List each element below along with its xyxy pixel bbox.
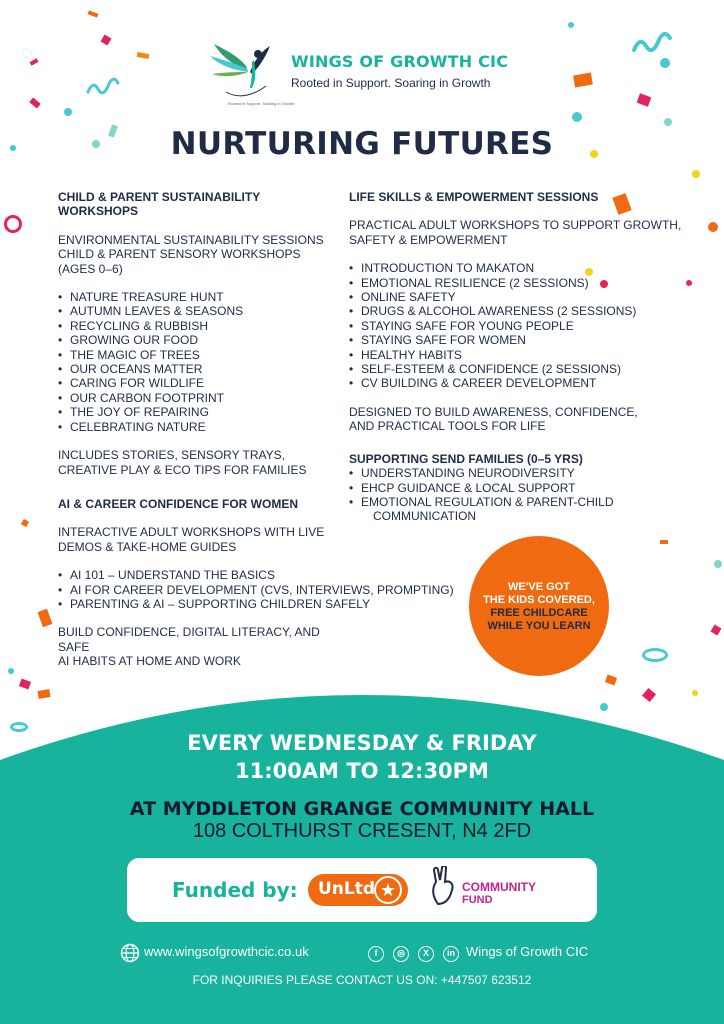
workshop-list bbox=[349, 466, 694, 509]
list-item: • GROWING OUR FOOD bbox=[58, 333, 348, 347]
schedule-days: EVERY WEDNESDAY & FRIDAY bbox=[187, 731, 537, 755]
community-fund-text: COMMUNITY bbox=[462, 880, 536, 894]
badge-line: FREE CHILDCARE bbox=[490, 607, 588, 619]
website-link[interactable]: www.wingsofgrowthcic.co.uk bbox=[144, 944, 309, 959]
linkedin-icon[interactable]: in bbox=[443, 946, 459, 962]
social-name: Wings of Growth CIC bbox=[466, 944, 589, 959]
section-outro: CREATIVE PLAY & ECO TIPS FOR FAMILIES bbox=[58, 462, 307, 477]
list-item: • HEALTHY HABITS bbox=[349, 348, 694, 362]
list-item: • THE JOY OF REPAIRING bbox=[58, 405, 348, 419]
section-heading: LIFE SKILLS & EMPOWERMENT SESSIONS bbox=[349, 190, 599, 204]
list-item: • CV BUILDING & CAREER DEVELOPMENT bbox=[349, 376, 694, 390]
childcare-badge-text bbox=[469, 581, 609, 633]
list-item: • THE MAGIC OF TREES bbox=[58, 348, 348, 362]
badge-line: WE'VE GOT bbox=[508, 581, 570, 593]
list-item: • EMOTIONAL REGULATION & PARENT-CHILD bbox=[349, 495, 694, 509]
page-title: NURTURING FUTURES bbox=[170, 126, 554, 162]
squiggle-decoration bbox=[84, 72, 124, 102]
schedule-time: 11:00AM TO 12:30PM bbox=[235, 759, 489, 783]
venue-address: 108 COLTHURST CRESENT, N4 2FD bbox=[192, 820, 532, 842]
right-column bbox=[349, 190, 694, 524]
list-item: • AUTUMN LEAVES & SEASONS bbox=[58, 304, 348, 318]
x-icon[interactable]: X bbox=[418, 946, 434, 962]
badge-line: THE KIDS COVERED, bbox=[483, 594, 595, 606]
contact-line: FOR INQUIRIES PLEASE CONTACT US ON: +447507 623512 bbox=[192, 973, 532, 987]
list-item: • OUR OCEANS MATTER bbox=[58, 362, 348, 376]
section-intro: SAFETY & EMPOWERMENT bbox=[349, 232, 508, 247]
list-item: • SELF-ESTEEM & CONFIDENCE (2 SESSIONS) bbox=[349, 362, 694, 376]
list-item: • UNDERSTANDING NEURODIVERSITY bbox=[349, 466, 694, 480]
section-intro: DEMOS & TAKE-HOME GUIDES bbox=[58, 539, 237, 554]
star-icon: ★ bbox=[374, 876, 402, 904]
list-item: • EMOTIONAL RESILIENCE (2 SESSIONS) bbox=[349, 276, 694, 290]
list-item: • RECYCLING & RUBBISH bbox=[58, 319, 348, 333]
squiggle-decoration bbox=[630, 20, 680, 60]
instagram-icon[interactable]: ◎ bbox=[393, 946, 409, 962]
org-tagline: Rooted in Support. Soaring in Growth bbox=[291, 76, 491, 90]
badge-line: WHILE YOU LEARN bbox=[487, 620, 591, 632]
logo-wings-icon bbox=[208, 36, 280, 106]
section-heading: AI & CAREER CONFIDENCE FOR WOMEN bbox=[58, 496, 298, 511]
facebook-icon[interactable]: f bbox=[368, 946, 384, 962]
list-item: • CARING FOR WILDLIFE bbox=[58, 376, 348, 390]
logo-subtext: Rooted in Support. Soaring in Growth bbox=[228, 101, 295, 106]
list-item: • OUR CARBON FOOTPRINT bbox=[58, 391, 348, 405]
section-intro: CHILD & PARENT SENSORY WORKSHOPS bbox=[58, 247, 301, 262]
list-item: • PARENTING & AI – SUPPORTING CHILDREN SAFELY bbox=[58, 597, 458, 611]
workshop-list bbox=[58, 290, 348, 434]
list-item: • DRUGS & ALCOHOL AWARENESS (2 SESSIONS) bbox=[349, 304, 694, 318]
section-heading: CHILD & PARENT SUSTAINABILITY bbox=[58, 190, 261, 204]
funded-label: Funded by: bbox=[172, 878, 298, 902]
community-fund-text: FUND bbox=[462, 894, 493, 906]
list-item: • AI FOR CAREER DEVELOPMENT (CVS, INTERVIEWS, PROMPTING) bbox=[58, 583, 458, 597]
section-intro: INTERACTIVE ADULT WORKSHOPS WITH LIVE bbox=[58, 525, 325, 540]
list-item: • NATURE TREASURE HUNT bbox=[58, 290, 348, 304]
hand-icon bbox=[428, 866, 458, 906]
list-item: • STAYING SAFE FOR YOUNG PEOPLE bbox=[349, 319, 694, 333]
list-item: • INTRODUCTION TO MAKATON bbox=[349, 261, 694, 275]
list-item: • EHCP GUIDANCE & LOCAL SUPPORT bbox=[349, 481, 694, 495]
section-outro: BUILD CONFIDENCE, DIGITAL LITERACY, AND SAFE bbox=[58, 625, 320, 654]
section-outro: AND PRACTICAL TOOLS FOR LIFE bbox=[349, 419, 546, 434]
globe-icon bbox=[120, 943, 140, 963]
section-outro: DESIGNED TO BUILD AWARENESS, CONFIDENCE, bbox=[349, 404, 638, 419]
section-outro: AI HABITS AT HOME AND WORK bbox=[58, 654, 241, 669]
list-item: • ONLINE SAFETY bbox=[349, 290, 694, 304]
venue-name: AT MYDDLETON GRANGE COMMUNITY HALL bbox=[129, 798, 595, 820]
section-heading: SUPPORTING SEND FAMILIES (0–5 YRS) bbox=[349, 451, 583, 466]
workshop-list bbox=[349, 261, 694, 391]
list-item: • AI 101 – UNDERSTAND THE BASICS bbox=[58, 568, 458, 582]
workshop-list bbox=[58, 568, 458, 611]
list-item: • STAYING SAFE FOR WOMEN bbox=[349, 333, 694, 347]
section-heading: WORKSHOPS bbox=[58, 204, 139, 219]
section-intro: PRACTICAL ADULT WORKSHOPS TO SUPPORT GROWTH, bbox=[349, 218, 682, 233]
unltd-logo-text: UnLtd bbox=[318, 879, 376, 899]
section-intro: (AGES 0–6) bbox=[58, 261, 123, 276]
org-name: WINGS OF GROWTH CIC bbox=[291, 52, 509, 71]
section-intro: ENVIRONMENTAL SUSTAINABILITY SESSIONS bbox=[58, 232, 324, 247]
section-outro: INCLUDES STORIES, SENSORY TRAYS, bbox=[58, 448, 285, 463]
list-item-continuation: COMMUNICATION bbox=[373, 509, 477, 524]
list-item: • CELEBRATING NATURE bbox=[58, 420, 348, 434]
